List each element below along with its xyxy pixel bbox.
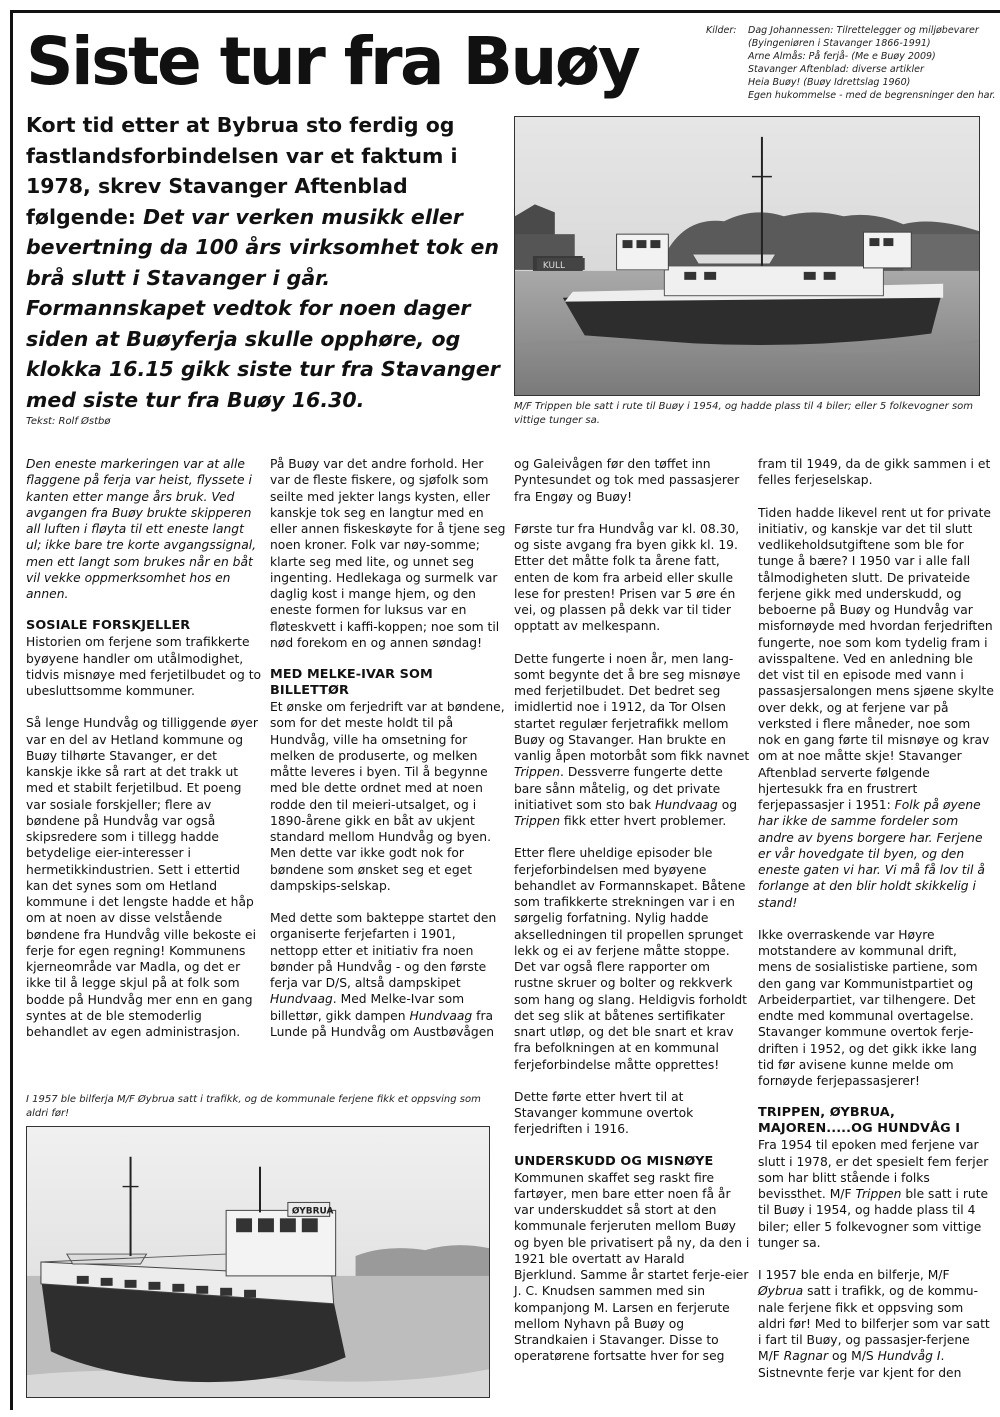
- lead-quote: Det var verken musikk eller bevertning da 100 års virksomhet tok en brå slutt i Stavanger i går. Formannskapet vedtok for noen dager siden at Buøyferja skulle opphøre,: [26, 204, 500, 351]
- shore-sign-text: KULL: [542, 260, 566, 271]
- body-paragraph: Etter flere uheldige episoder ble ferjeforbindelsen med byøyene behandlet av Formannskapet. Båtene som trafikkerte strekningen var i en sørgelig forfatning. Nylig hadde akselledningen til propellen sprunget lekk og ei av ferjene måtte stoppe. Det var også flere rapporter om rustne skruer og bolter og rekkverk som hang og slang. Heldigvis forholdt det seg slik at båtenes sertifikater snart utløp, og det ble snart et krav fra befolkningen at en kommunal ferjeforbindelse måtte opprettes!: [514, 846, 747, 1072]
- source-line: Heia Buøy! (Buøy Idrettslag 1960): [748, 77, 911, 88]
- source-line: Arne Almås: På ferjå- (Me e Buøy 2009): [748, 51, 936, 62]
- body-paragraph: [758, 505, 994, 911]
- source-line: Stavanger Aftenblad: diverse artikler: [748, 64, 924, 75]
- ship-name: Hundvåg I: [877, 1349, 941, 1364]
- ship-name: Hundvaag: [409, 1008, 473, 1023]
- photo-caption-oybrua: I 1957 ble bilferja M/F Øybrua satt i trafikk, og de kommunale ferjene fikk et oppsving som aldri før!: [26, 1094, 481, 1119]
- source-line: Dag Johannessen: Tilrettelegger og miljøbevarer: [748, 25, 979, 36]
- body-text: . Dessverre fungerte dette bare sånn måtelig, og det private initiativet som sto bak: [514, 765, 723, 812]
- article-column-3: [514, 456, 750, 1381]
- ship-name: Trippen: [855, 1187, 902, 1201]
- body-text: fra Lunde på Hundvåg om Austbøvågen: [270, 1008, 495, 1039]
- body-paragraph: Så lenge Hundvåg og tilliggende øyer var en del av Hetland kommune og Buøy tilhørte Stavanger, er det kanskje ikke så rart at det trakk ut med et stabilt ferjetilbud. Et poeng var sosiale forskjeller; flere av bøndene på Hundvåg var også skipsredere som i tillegg hadde betydelige eier-interesser i hermetikkindustrien. Sett i ettertid kan det synes som om Hetland kommune i det lengste hadde et håp om at noen av disse velstående bøndene fra Hundvåg ville bekoste ei ferje for egen regning! Kommunens kjerneområde var Madla, og det er ikke til å legge skjul på at folk som bodde på Hundvåg mer enn en gang syntes at de ble stemoderlig behandlet av egen administrasjon.: [26, 716, 258, 1039]
- photo-caption-trippen: M/F Trippen ble satt i rute til Buøy i 1954, og hadde plass til 4 biler; eller 5 folkevogner som vittige tunger sa.: [514, 401, 974, 426]
- lead-quote-end: og klokka 16.15 gikk siste tur fra Stavanger med siste tur fra Buøy 16.30.: [26, 326, 500, 412]
- ferry-trippen-illustration: [515, 117, 979, 395]
- ferry-oybrua-illustration: [27, 1127, 489, 1397]
- body-paragraph: [270, 910, 506, 1040]
- sources-box: [706, 24, 998, 102]
- sources-label: Kilder:: [706, 25, 737, 36]
- body-paragraph: [758, 1267, 994, 1381]
- body-paragraph: Ikke overraskende var Høyre motstandere av kommunal drift, mens de sosialistiske partiene, som den gang var Kommunistpartiet og Arbeiderpartiet, var tilhengere. Det endte med kommunal overtagelse. Stavanger kommune overtok ferje-driften i 1952, og det gikk ikke lang tid før avisene kunne melde om fornøyde ferjepassasjerer!: [758, 927, 978, 1088]
- byline: Tekst: Rolf Østbø: [26, 416, 111, 427]
- body-paragraph: Et ønske om ferjedrift var at bøndene, som for det meste holdt til på Hundvåg, ville ha omsetning for melken de produserte, og melken måtte leveres i byen. Til å begynne med ble dette ordnet med at noen rodde den til meieri-utsalget, og i 1890-årene gikk en båt av ukjent standard mellom Hundvåg og byen. Men dette var ikke godt nok for bøndene som ønsket seg et eget dampskips-selskap.: [270, 700, 505, 893]
- ship-name: Trippen: [514, 814, 560, 828]
- lead-text: Kort tid etter at Bybrua sto ferdig og fastlandsforbindelsen var et faktum i 1978, skrev Stavanger Aftenblad følgende:: [26, 113, 458, 229]
- body-text: og M/S: [828, 1349, 878, 1364]
- body-paragraph: Dette førte etter hvert til at Stavanger kommune overtok ferjedriften i 1916.: [514, 1089, 694, 1137]
- body-paragraph: [514, 651, 750, 830]
- source-line: (Byingeniøren i Stavanger 1866-1991): [748, 38, 931, 49]
- body-text: og: [717, 797, 738, 812]
- body-text: Tiden hadde likevel rent ut for private initiativ, og kanskje var det til slutt vedlikeholdsutgiftene som ble for tunge å bære? I 1950 var i alle fall tålmodigheten slutt. De privateide ferjene gikk med underskudd, og beboerne på Buøy og Hundvåg var misfornøyde med hvordan ferjedriften fungerte, noe som kom tydelig fram i avisspaltene. Ved en anledning ble det vist til en episode med vann i passasjersalongen mens sjøene skylte over dekk, og at ferjene var på verksted i flere måneder, noe som nok en gang førte til misnøye og krav om at noe måtte skje! Stavanger Aftenblad serverte følgende hjertesukk fra en frustrert ferjepassasjer i 1951:: [758, 505, 994, 812]
- body-text: Dette fungerte i noen år, men lang-somt begynte det å bre seg misnøye med ferjetilbudet. Det bedret seg imidlertid noe i 1912, da Tor Olsen startet regulær ferjetrafikk mellom Buøy og Stavanger. Han brukte en vanlig åpen motorbåt som fikk navnet: [514, 651, 750, 763]
- body-text: Fra 1954 til epoken med ferjene var slutt i 1978, er det spesielt fem ferjer som har blitt stående i folks bevissthet. M/F: [758, 1138, 989, 1201]
- ferry-name-text: ØYBRUA: [291, 1206, 334, 1217]
- body-text: satt i trafikk, og de kommu-nale ferjene fikk et oppsving som aldri før! Med to bilferjer som var satt i fart til Buøy, og passasjer-ferjene M/F: [758, 1284, 990, 1364]
- body-paragraph: [758, 1137, 994, 1251]
- article-column-2: [270, 456, 506, 1056]
- lead-paragraph: [26, 110, 506, 415]
- intro-paragraph: Den eneste markeringen var at alle flaggene på ferja var heist, flyssete i kanten etter mange års bruk. Ved avgangen fra Buøy brukte skipperen all luften i fløyta til ett eneste langt ul; ikke bare tre korte avgangssignal, men ett langt som brukes når en båt vil vekke oppmerksomhet hos en annen.: [26, 457, 257, 601]
- body-text: Med dette som bakteppe startet den organiserte ferjefarten i 1901, nettopp etter et initiativ fra noen bønder på Hundvåg - og den første ferja var D/S, altså dampskipet: [270, 911, 497, 990]
- ferry-photo-oybrua: [26, 1126, 490, 1398]
- body-text: fikk etter hvert problemer.: [560, 814, 727, 828]
- body-text: . Sistnevnte ferje var kjent for den: [758, 1349, 962, 1380]
- article-column-1: [26, 456, 262, 1056]
- ship-name: Hundvaag: [270, 992, 333, 1007]
- ship-name: Hundvaag: [655, 797, 718, 812]
- article-column-4: [758, 456, 994, 1397]
- body-paragraph: Første tur fra Hundvåg var kl. 08.30, og siste avgang fra byen gikk kl. 19. Etter det måtte folk ta årene fatt, enten de kom fra arbeid eller skulle lese for presten! Prisen var 5 øre én vei, og plassen på dekk var til tider opptatt av melkespann.: [514, 521, 740, 634]
- source-line: Egen hukommelse - med de begrensninger den har.: [748, 90, 996, 101]
- section-heading-sosiale-forskjeller: SOSIALE FORSKJELLER: [26, 618, 191, 634]
- body-text: ble satt i rute til Buøy i 1954, og hadde plass til 4 biler; eller 5 folkevogner som vittige tunger sa.: [758, 1187, 989, 1250]
- section-heading-trippen-oybrua: TRIPPEN, ØYBRUA, MAJOREN.....OG HUNDVÅG I: [758, 1105, 961, 1137]
- body-text: . Med Melke-Ivar som billettør, gikk dampen: [270, 992, 465, 1023]
- body-paragraph: Kommunen skaffet seg raskt fire fartøyer, men bare etter noen få år var underskuddet så stort at den kommunale ferjeruten mellom Buøy og byen ble privatisert på ny, da den i 1921 ble overtatt av Harald Bjerklund. Samme år startet ferje-eier J. C. Knudsen sammen med sin kompanjong M. Larsen en ferjerute mellom Nyhavn på Buøy og Strandkaien i Stavanger. Disse to operatørene fortsatte hver for seg: [514, 1170, 750, 1364]
- body-paragraph: Historien om ferjene som trafikkerte byøyene handler om utålmodighet, tidvis misnøye med ferjetilbudet og to ubesluttsomme kommuner.: [26, 635, 262, 698]
- article-headline: Siste tur fra Buøy: [26, 23, 639, 100]
- ship-name: Øybrua: [758, 1284, 804, 1299]
- ferry-photo-trippen: [514, 116, 980, 396]
- section-heading-underskudd: UNDERSKUDD OG MISNØYE: [514, 1153, 714, 1169]
- quoted-complaint: Folk på øyene har ikke de samme fordeler som andre av byens borgere har. Ferjene er vår hovedgate til byen, og den eneste gaten vi har. Vi må få lov til å forlange at den blir holdt skikkelig i stand!: [758, 798, 985, 910]
- ship-name: Trippen: [514, 765, 560, 780]
- body-text: I 1957 ble enda en bilferje, M/F: [758, 1268, 950, 1282]
- ship-name: Ragnar: [783, 1349, 829, 1364]
- section-heading-melke-ivar: MED MELKE-IVAR SOM BILLETTØR: [270, 667, 433, 698]
- body-paragraph: fram til 1949, da de gikk sammen i et felles ferjeselskap.: [758, 457, 991, 488]
- body-paragraph: På Buøy var det andre forhold. Her var de fleste fiskere, og sjøfolk som seilte med jekter langs kysten, eller kanskje tok seg en langtur med en eller annen fiskeskøyte for å tjene seg noen kroner. Folk var nøy-somme; klarte seg med lite, og unnet seg ingenting. Hedlekaga og surmelk var daglig kost i mange hjem, og den eneste formen for luksus var en fløteskvett i kaffi-koppen; noe som til nød forekom en og annen søndag!: [270, 457, 506, 650]
- body-paragraph: og Galeivågen før den tøffet inn Pyntesundet og tok med passasjerer fra Engøy og Buøy!: [514, 457, 740, 504]
